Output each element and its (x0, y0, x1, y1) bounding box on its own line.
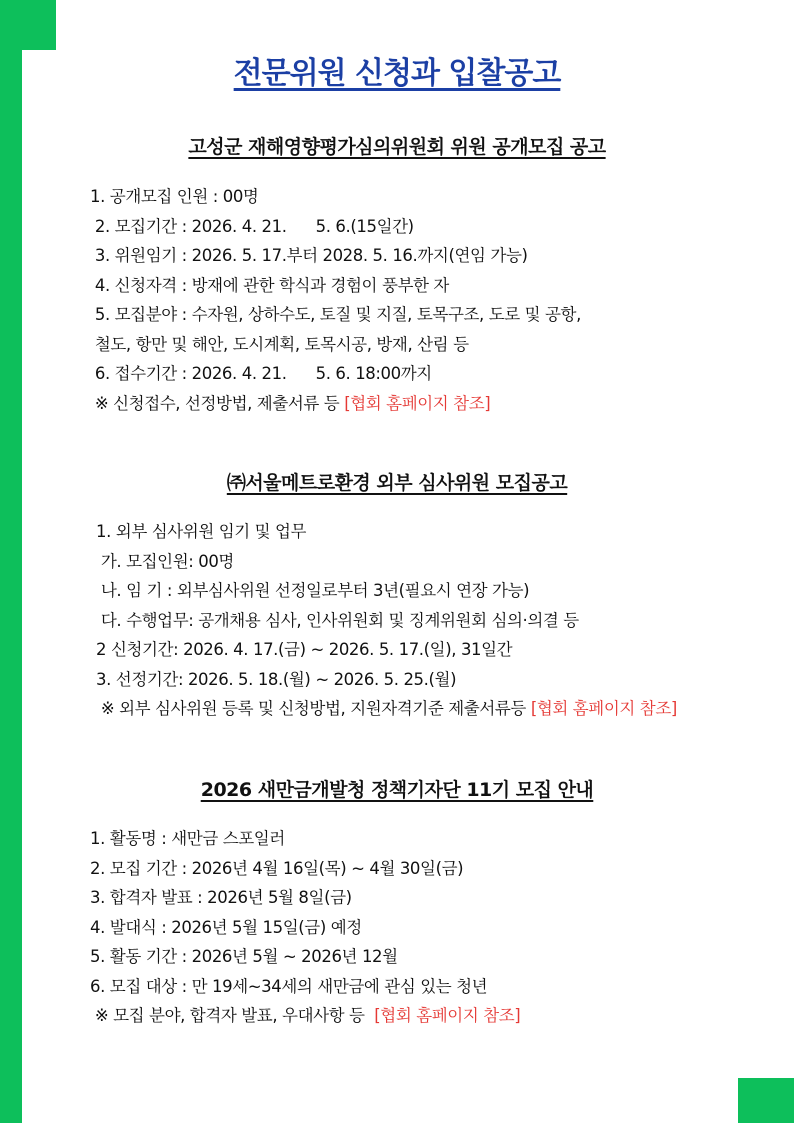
list-item: 6. 접수기간 : 2026. 4. 21. 5. 6. 18:00까지 (90, 364, 432, 383)
section-1-list (90, 182, 581, 418)
page-title: 전문위원 신청과 입찰공고 (233, 56, 561, 91)
note-text: ※ 외부 심사위원 등록 및 신청방법, 지원자격기준 제출서류등 (96, 699, 531, 718)
list-item: 다. 수행업무: 공개채용 심사, 인사위원회 및 징계위원회 심의·의결 등 (96, 610, 579, 630)
section-2-list (96, 517, 677, 724)
list-item: 4. 신청자격 : 방재에 관한 학식과 경험이 풍부한 자 (90, 275, 449, 295)
list-item (90, 1001, 520, 1031)
list-item (90, 389, 581, 419)
top-left-green-block (0, 0, 56, 50)
note-text: ※ 모집 분야, 합격자 발표, 우대사항 등 (90, 1006, 375, 1025)
list-item: 가. 모집인원: 00명 (96, 551, 234, 571)
reference-link[interactable]: [협회 홈페이지 참조] (374, 1006, 521, 1025)
list-item: 철도, 항만 및 해안, 도시계획, 토목시공, 방재, 산림 등 (90, 334, 469, 354)
list-item: 1. 외부 심사위원 임기 및 업무 (96, 522, 307, 541)
list-item: 5. 모집분야 : 수자원, 상하수도, 토질 및 지질, 토목구조, 도로 및 공항, (90, 305, 581, 324)
section-3-list (90, 824, 520, 1031)
section-2-heading: ㈜서울메트로환경 외부 심사위원 모집공고 (226, 472, 568, 494)
list-item: 2. 모집 기간 : 2026년 4월 16일(목) ~ 4월 30일(금) (90, 858, 464, 878)
reference-link[interactable]: [협회 홈페이지 참조] (344, 393, 491, 413)
list-item: 3. 위원임기 : 2026. 5. 17.부터 2028. 5. 16.까지(연임 가능) (90, 246, 528, 265)
bottom-right-green-block (738, 1078, 794, 1123)
list-item: 2. 모집기간 : 2026. 4. 21. 5. 6.(15일간) (90, 216, 414, 236)
section-1-heading: 고성군 재해영향평가심의위원회 위원 공개모집 공고 (188, 136, 606, 158)
list-item: 3. 합격자 발표 : 2026년 5월 8일(금) (90, 888, 352, 907)
list-item (96, 694, 677, 724)
list-item: 나. 임 기 : 외부심사위원 선정일로부터 3년(필요시 연장 가능) (96, 581, 530, 600)
note-text: ※ 신청접수, 선정방법, 제출서류 등 (90, 393, 345, 413)
list-item: 3. 선정기간: 2026. 5. 18.(월) ~ 2026. 5. 25.(월) (96, 669, 457, 689)
section-3-heading: 2026 새만금개발청 정책기자단 11기 모집 안내 (200, 779, 594, 801)
list-item: 1. 활동명 : 새만금 스포일러 (90, 829, 285, 848)
left-green-bar (0, 0, 22, 1123)
reference-link[interactable]: [협회 홈페이지 참조] (530, 699, 677, 718)
list-item: 6. 모집 대상 : 만 19세~34세의 새만금에 관심 있는 청년 (90, 976, 488, 996)
list-item: 5. 활동 기간 : 2026년 5월 ~ 2026년 12월 (90, 947, 398, 966)
list-item: 4. 발대식 : 2026년 5월 15일(금) 예정 (90, 917, 362, 937)
list-item: 2 신청기간: 2026. 4. 17.(금) ~ 2026. 5. 17.(일), 31일간 (96, 640, 513, 659)
list-item: 1. 공개모집 인원 : 00명 (90, 187, 259, 206)
